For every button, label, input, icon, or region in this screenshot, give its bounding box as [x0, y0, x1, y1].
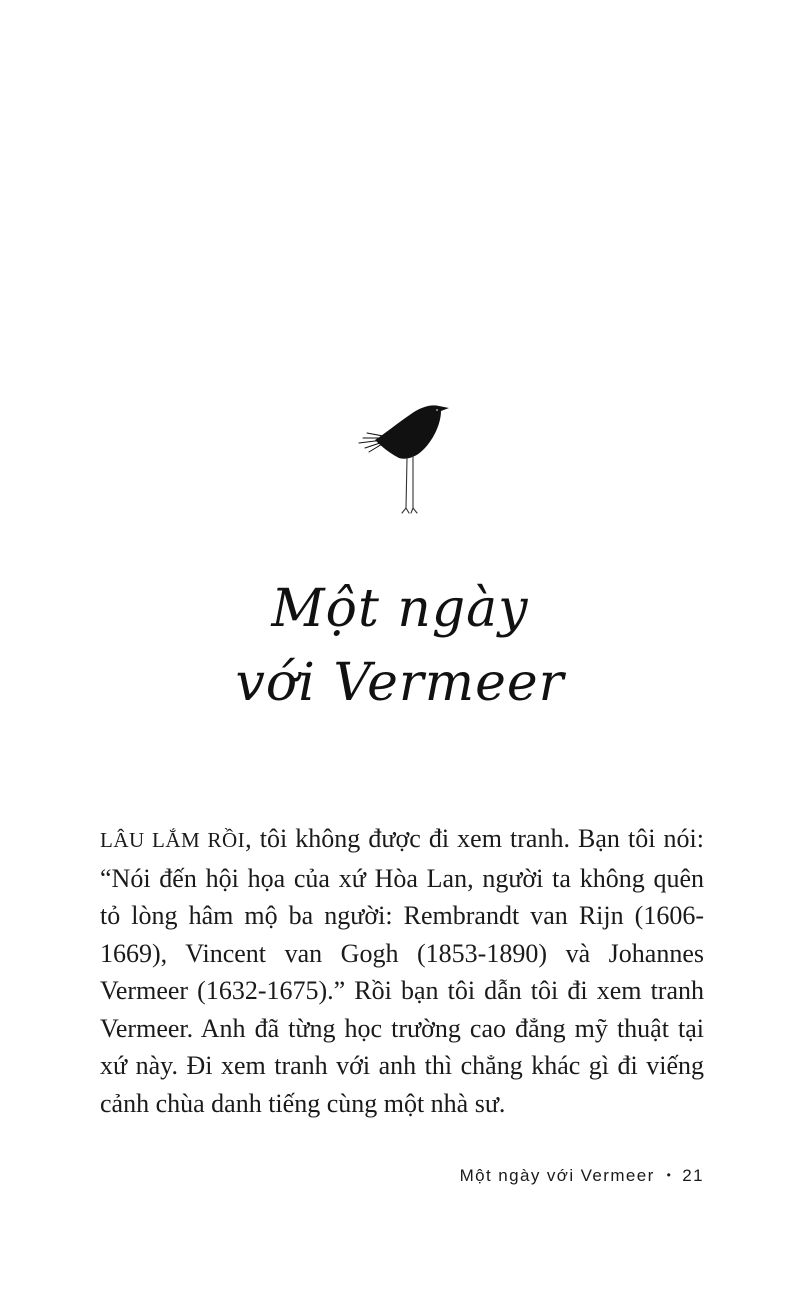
page-number: 21 — [682, 1166, 704, 1185]
footer-separator: • — [666, 1168, 673, 1182]
chapter-title-line-2: với Vermeer — [235, 653, 565, 713]
running-title: Một ngày với Vermeer — [459, 1166, 655, 1185]
paragraph-text: , tôi không được đi xem tranh. Bạn tôi nói: “Nói đến hội họa của xứ Hòa Lan, người ta không quên tỏ lòng hâm mộ ba người: Rembrandt van Rijn (1606-1669), Vincent van Gogh (1853-1890) và Johannes Vermeer (1632-1675).” Rồi bạn tôi dẫn tôi đi xem tranh Vermeer. Anh đã từng học trường cao đẳng mỹ thuật tại xứ này. Đi xem tranh với anh thì chẳng khác gì đi viếng cảnh chùa danh tiếng cùng một nhà sư. — [100, 824, 704, 1118]
chapter-title — [0, 572, 800, 720]
running-footer — [100, 1166, 704, 1186]
lead-in-small-caps: LÂU LẮM RỒI — [100, 828, 246, 852]
bird-illustration-icon — [355, 398, 455, 520]
chapter-title-line-1: Một ngày — [271, 579, 529, 639]
body-paragraph — [100, 820, 704, 1122]
